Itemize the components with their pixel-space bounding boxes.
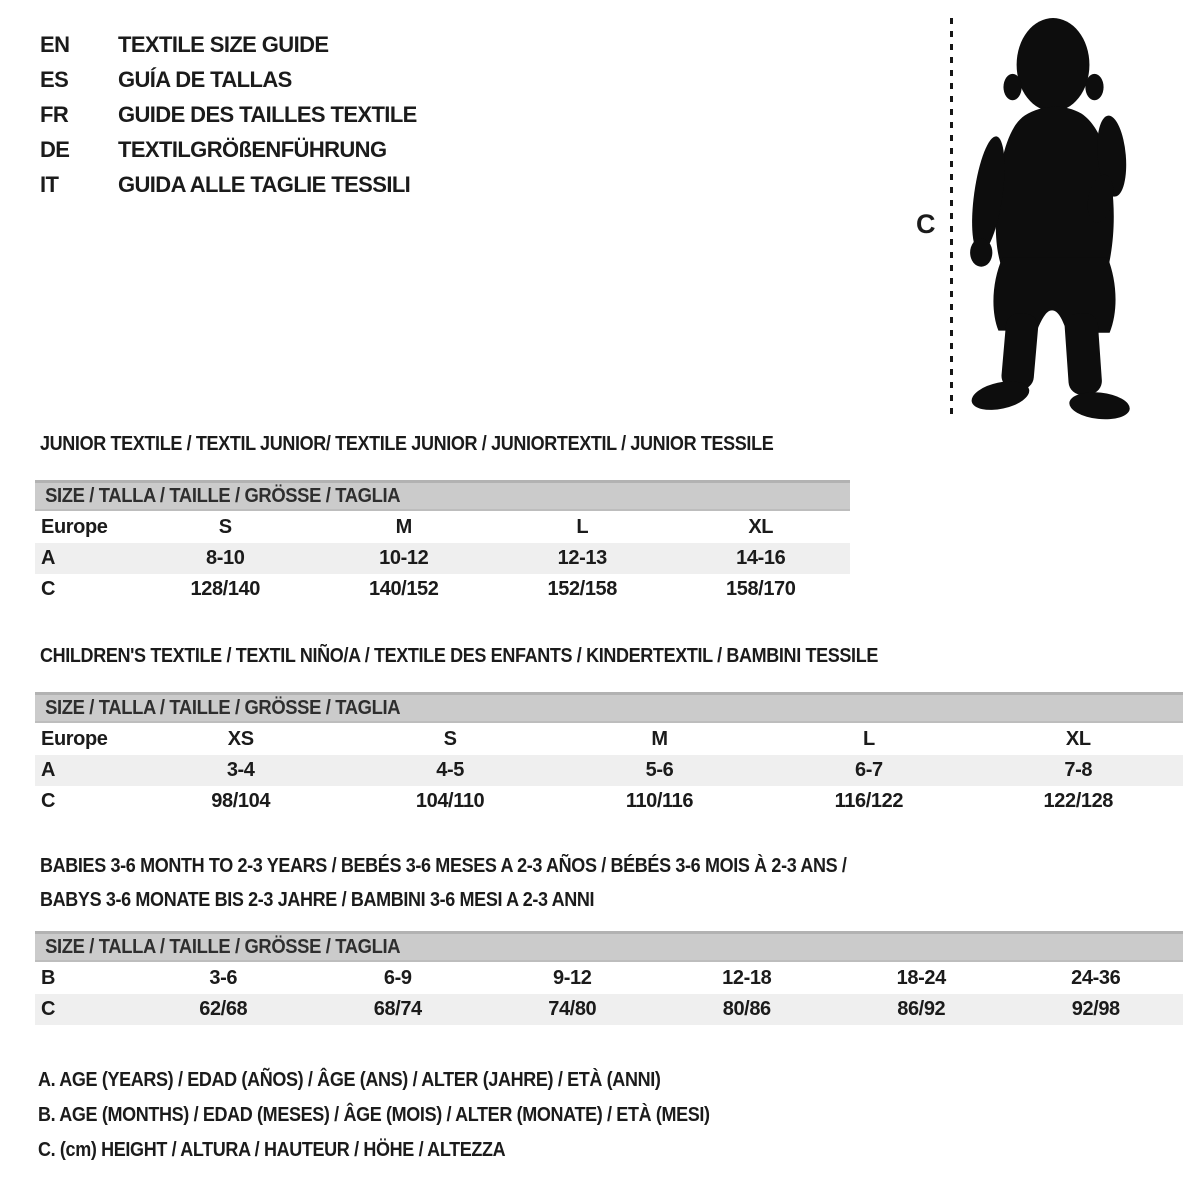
section-title [40,645,1069,668]
size-value: 152/158 [547,578,617,600]
language-code: ES [40,67,69,92]
row-label: B [41,967,56,989]
size-value: 92/98 [1071,998,1120,1020]
size-value: M [395,516,412,538]
size-table-header [35,692,1183,723]
size-table-header [35,931,1183,962]
language-title-list [40,27,417,202]
size-value: XS [227,728,254,750]
size-value: 4-5 [436,759,464,781]
size-value: 5-6 [645,759,674,781]
language-row [40,167,417,202]
section-title-line: BABYS 3-6 MONATE BIS 2-3 JAHRE / BAMBINI 3-6 MESI A 2-3 ANNI [40,889,595,911]
legend [38,1063,784,1168]
language-row [40,62,417,97]
table-row-a [35,543,850,574]
row-label: A [41,547,56,569]
table-row-b [35,963,1183,994]
size-value: 6-7 [855,759,883,781]
size-value: L [576,516,589,538]
size-value: 12-18 [722,967,772,989]
section-title [40,433,1069,456]
size-value: 62/68 [199,998,248,1020]
guide-title: GUIDA ALLE TAGLIE TESSILI [118,172,411,197]
section-childrens-textile [35,645,1183,817]
size-table [35,512,850,605]
size-value: 14-16 [736,547,786,569]
table-row-c [35,994,1183,1025]
row-label: C [41,998,56,1020]
size-value: 122/128 [1043,790,1114,812]
height-measure-label: C [916,209,935,239]
section-title [40,849,1069,917]
size-value: XL [1065,728,1091,750]
legend-line: B. AGE (MONTHS) / EDAD (MESES) / ÂGE (MOIS) / ALTER (MONATE) / ETÀ (MESI) [38,1104,710,1126]
language-code: IT [40,172,59,197]
table-row-c [35,786,1183,817]
size-table [35,963,1183,1025]
size-value: S [443,728,457,750]
row-label: C [41,790,56,812]
table-row-c [35,574,850,605]
table-row-europe [35,724,1183,755]
size-value: 158/170 [726,578,796,600]
language-row [40,97,417,132]
legend-line: C. (cm) HEIGHT / ALTURA / HAUTEUR / HÖHE / ALTEZZA [38,1139,506,1161]
size-value: 3-6 [209,967,238,989]
size-value: 68/74 [373,998,422,1020]
table-row-europe [35,512,850,543]
size-table-header-label: SIZE / TALLA / TAILLE / GRÖSSE / TAGLIA [45,485,401,507]
size-value: 9-12 [553,967,592,989]
section-title-line: JUNIOR TEXTILE / TEXTIL JUNIOR/ TEXTILE JUNIOR / JUNIORTEXTIL / JUNIOR TESSILE [40,433,774,455]
size-value: 86/92 [897,998,946,1020]
size-value: 3-4 [226,759,255,781]
section-title-line: BABIES 3-6 MONTH TO 2-3 YEARS / BEBÉS 3-6 MESES A 2-3 AÑOS / BÉBÉS 3-6 MOIS À 2-3 ANS / [40,855,847,877]
size-value: 110/116 [625,790,694,812]
size-value: 7-8 [1064,759,1093,781]
row-label: C [41,578,56,600]
size-value: 80/86 [722,998,771,1020]
size-value: M [651,728,668,750]
language-code: DE [40,137,70,162]
size-table-header-label: SIZE / TALLA / TAILLE / GRÖSSE / TAGLIA [45,697,401,719]
size-value: 10-12 [379,547,429,569]
guide-title: TEXTILE SIZE GUIDE [118,32,329,57]
section-babies-textile [35,849,1183,1025]
section-junior-textile [35,433,1183,605]
size-value: 18-24 [896,967,946,989]
size-value: 98/104 [211,790,271,812]
size-table-header-label: SIZE / TALLA / TAILLE / GRÖSSE / TAGLIA [45,936,401,958]
row-label: Europe [41,516,108,538]
size-value: 140/152 [369,578,439,600]
guide-title: GUÍA DE TALLAS [118,67,292,92]
section-title-line: CHILDREN'S TEXTILE / TEXTIL NIÑO/A / TEXTILE DES ENFANTS / KINDERTEXTIL / BAMBINI TESSILE [40,645,878,667]
guide-title: TEXTILGRÖßENFÜHRUNG [118,137,387,162]
language-row [40,27,417,62]
size-value: 74/80 [548,998,597,1020]
size-table-header [35,480,850,511]
size-value: XL [748,516,774,538]
size-value: L [862,728,875,750]
size-value: 128/140 [190,578,260,600]
size-value: 116/122 [834,790,904,812]
size-value: 8-10 [206,547,245,569]
size-value: 12-13 [557,547,607,569]
language-code: FR [40,102,69,127]
size-table [35,724,1183,817]
table-row-a [35,755,1183,786]
language-row [40,132,417,167]
size-value: S [218,516,232,538]
size-tables [35,433,1183,1025]
row-label: Europe [41,728,108,750]
toddler-silhouette-icon [960,14,1142,420]
size-value: 6-9 [383,967,412,989]
guide-title: GUIDE DES TAILLES TEXTILE [118,102,417,127]
size-value: 24-36 [1071,967,1121,989]
language-code: EN [40,32,70,57]
height-dashed-line [950,18,953,418]
size-value: 104/110 [415,790,485,812]
row-label: A [41,759,56,781]
legend-line: A. AGE (YEARS) / EDAD (AÑOS) / ÂGE (ANS) / ALTER (JAHRE) / ETÀ (ANNI) [38,1069,661,1091]
